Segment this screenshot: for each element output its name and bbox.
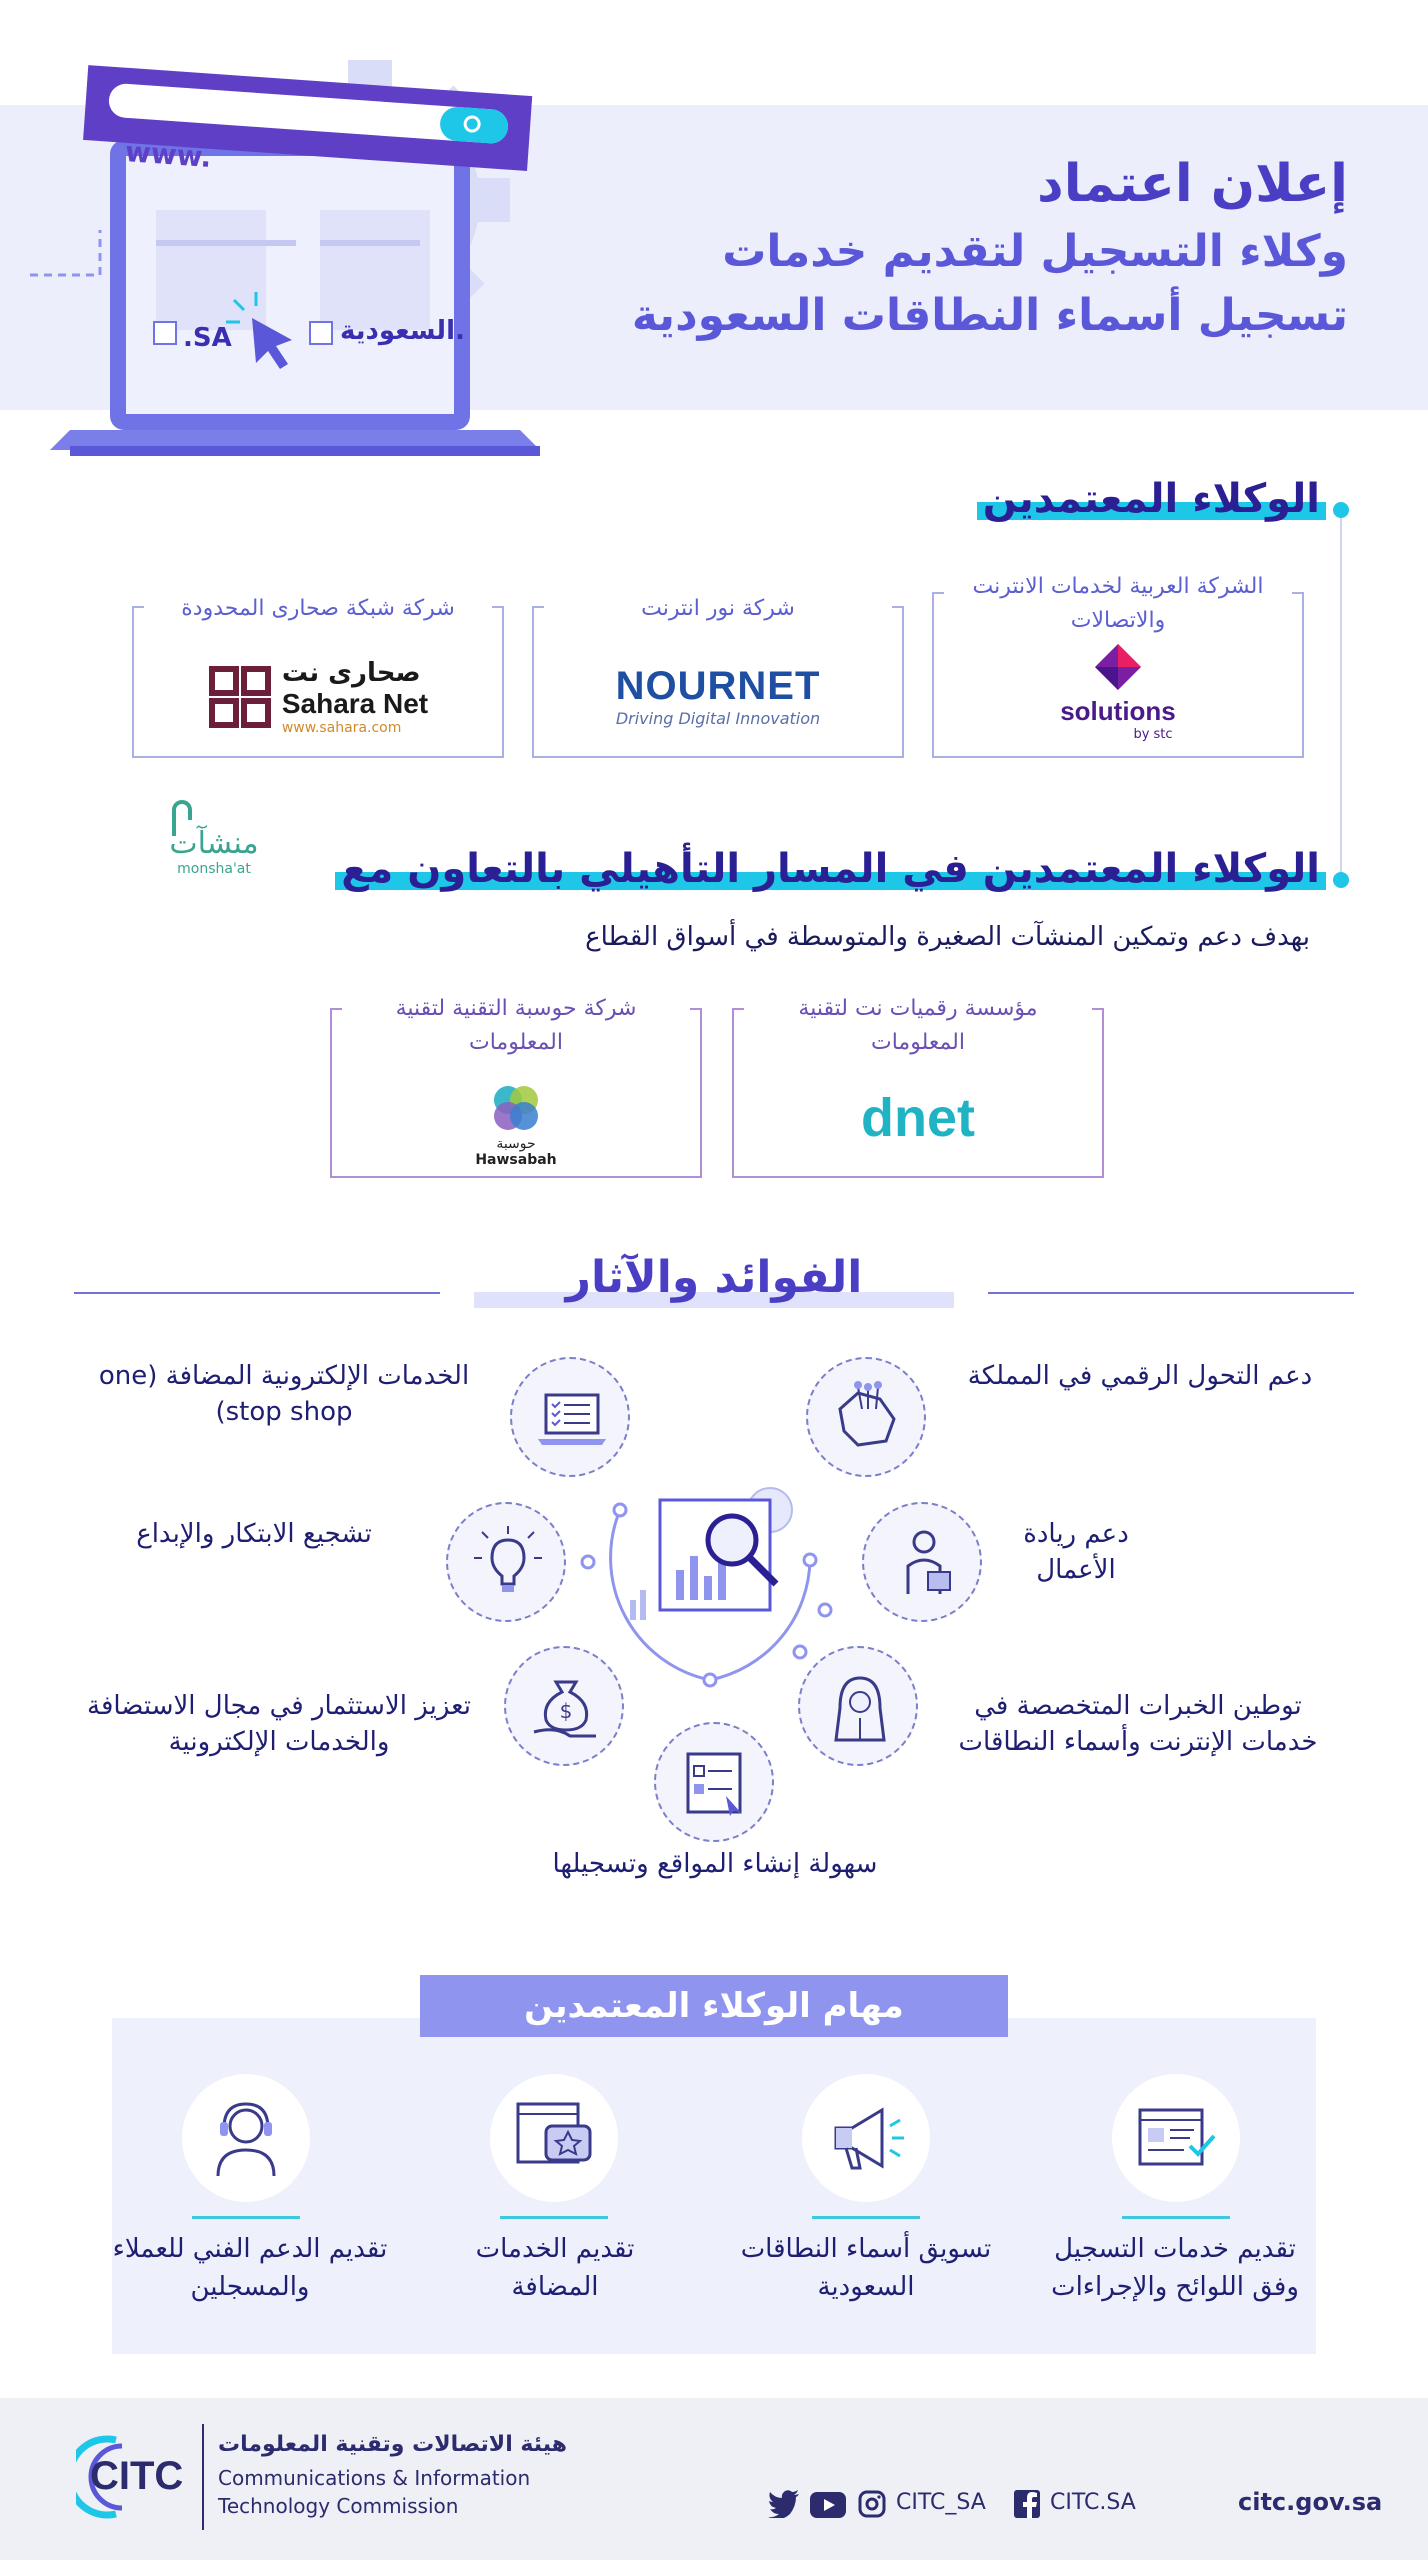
lightbulb-icon bbox=[468, 1524, 548, 1604]
facebook-icon[interactable] bbox=[1014, 2490, 1040, 2518]
partner-card-title: شركة نور انترنت bbox=[544, 592, 892, 626]
businessman-icon bbox=[884, 1524, 964, 1604]
domain-arabic-label: .السعودية bbox=[340, 316, 465, 346]
benefit-text-investment: تعزيز الاستثمار في مجال الاستضافة والخدمات الإلكترونية bbox=[87, 1691, 471, 1757]
timeline-dot-1 bbox=[1333, 502, 1349, 518]
laptop-domain-illustration bbox=[30, 60, 590, 460]
benefit-icon-investment bbox=[504, 1646, 624, 1766]
domain-sa-label: .SA bbox=[183, 323, 232, 353]
hawsabah-flower-icon bbox=[488, 1080, 544, 1136]
twitter-icon[interactable] bbox=[768, 2490, 800, 2518]
tasks-heading: مهام الوكلاء المعتمدين bbox=[420, 1975, 1008, 2037]
dnet-logo: dnet bbox=[861, 1088, 975, 1148]
benefit-text-entrepreneur: دعم ريادة الأعمال bbox=[1023, 1519, 1129, 1585]
partner-card-hawsabah bbox=[330, 996, 702, 1178]
sahara-pattern-icon bbox=[208, 665, 272, 729]
youtube-icon[interactable] bbox=[810, 2492, 846, 2518]
benefit-icon-eservices bbox=[510, 1357, 630, 1477]
saudi-map-circuit-icon bbox=[828, 1379, 908, 1459]
partner-card-dnet bbox=[732, 996, 1104, 1178]
partner-card-nournet bbox=[532, 596, 904, 758]
benefits-heading: الفوائد والآثار bbox=[474, 1252, 954, 1312]
timeline-line bbox=[1340, 512, 1342, 880]
footer-vertical-divider bbox=[202, 2424, 204, 2530]
money-bag-hand-icon bbox=[526, 1668, 606, 1748]
benefit-text-innovation: تشجيع الابتكار والإبداع bbox=[136, 1519, 372, 1549]
benefits-divider-left bbox=[74, 1292, 440, 1294]
task-icon-support bbox=[182, 2074, 310, 2202]
instagram-icon[interactable] bbox=[858, 2490, 886, 2518]
saudi-person-icon bbox=[820, 1668, 900, 1748]
task-text-added-services: تقديم الخدمات المضافة bbox=[475, 2234, 635, 2302]
task-icon-registration bbox=[1112, 2074, 1240, 2202]
social-handle[interactable]: CITC_SA bbox=[896, 2490, 986, 2515]
benefit-icon-localization bbox=[798, 1646, 918, 1766]
task-text-support: تقديم الدعم الفني للعملاء والمسجلين bbox=[112, 2234, 388, 2302]
benefits-divider-right bbox=[988, 1292, 1354, 1294]
hero-title-line3: تسجيل أسماء النطاقات السعودية bbox=[631, 290, 1348, 341]
megaphone-icon bbox=[824, 2096, 908, 2180]
benefit-icon-digital bbox=[806, 1357, 926, 1477]
accredited-heading: الوكلاء المعتمدين bbox=[983, 476, 1320, 522]
star-window-icon bbox=[512, 2096, 596, 2180]
analytics-magnifier-icon bbox=[620, 1480, 810, 1650]
svg-text:$: $ bbox=[559, 1699, 573, 1723]
hero-title-line1: إعلان اعتماد bbox=[1037, 154, 1348, 214]
citc-logo-text: CITC bbox=[90, 2454, 184, 2498]
hawsabah-logo: حوسبة Hawsabah bbox=[332, 1080, 700, 1168]
benefit-text-digital: دعم التحول الرقمي في المملكة bbox=[967, 1361, 1313, 1391]
sahara-logo: صحارى نت Sahara Net www.sahara.com bbox=[134, 658, 502, 736]
support-agent-icon bbox=[204, 2096, 288, 2180]
partner-card-title: شركة حوسبة التقنية لتقنية المعلومات bbox=[342, 992, 690, 1060]
task-divider bbox=[192, 2216, 300, 2219]
browser-url-text: www. bbox=[123, 135, 213, 174]
org-name-en-1: Communications & Information bbox=[218, 2466, 531, 2490]
benefit-text-eservices: الخدمات الإلكترونية المضافة (one stop shop) bbox=[98, 1361, 470, 1427]
registration-form-icon bbox=[1134, 2096, 1218, 2180]
task-icon-added-services bbox=[490, 2074, 618, 2202]
laptop-checklist-icon bbox=[532, 1379, 612, 1459]
benefit-text-websites: سهولة إنشاء المواقع وتسجيلها bbox=[552, 1849, 878, 1879]
timeline-dot-2 bbox=[1333, 872, 1349, 888]
website-link[interactable]: citc.gov.sa bbox=[1238, 2488, 1383, 2516]
org-name-en-2: Technology Commission bbox=[218, 2494, 459, 2518]
task-divider bbox=[500, 2216, 608, 2219]
footer bbox=[0, 2398, 1428, 2560]
web-form-icon bbox=[676, 1744, 756, 1824]
hero-title-line2: وكلاء التسجيل لتقديم خدمات bbox=[722, 226, 1348, 277]
partner-card-solutions bbox=[932, 574, 1304, 758]
solutions-logo: solutions by stc bbox=[934, 642, 1302, 742]
benefit-icon-entrepreneur bbox=[862, 1502, 982, 1622]
monshaat-logo: منشآت monsha'at bbox=[168, 800, 260, 877]
facebook-handle[interactable]: CITC.SA bbox=[1050, 2490, 1136, 2515]
task-divider bbox=[812, 2216, 920, 2219]
hero-title bbox=[628, 148, 1348, 348]
partner-card-title: الشركة العربية لخدمات الانترنت والاتصالات bbox=[944, 570, 1292, 638]
task-text-marketing: تسويق أسماء النطاقات السعودية bbox=[740, 2234, 992, 2302]
citc-logo bbox=[76, 2432, 186, 2522]
diamond-logo-icon bbox=[1093, 642, 1143, 692]
partner-card-sahara bbox=[132, 596, 504, 758]
task-text-registration: تقديم خدمات التسجيل وفق اللوائح والإجراءات bbox=[1051, 2234, 1299, 2302]
benefit-icon-websites bbox=[654, 1722, 774, 1842]
partner-card-title: شركة شبكة صحارى المحدودة bbox=[144, 592, 492, 626]
qualifying-subtitle: بهدف دعم وتمكين المنشآت الصغيرة والمتوسطة في أسواق القطاع bbox=[585, 922, 1310, 952]
qualifying-heading: الوكلاء المعتمدين في المسار التأهيلي بالتعاون مع bbox=[341, 846, 1320, 892]
benefit-text-localization: توطين الخبرات المتخصصة في خدمات الإنترنت وأسماء النطاقات bbox=[958, 1691, 1318, 1757]
task-divider bbox=[1122, 2216, 1230, 2219]
benefit-icon-innovation bbox=[446, 1502, 566, 1622]
org-name-ar: هيئة الاتصالات وتقنية المعلومات bbox=[218, 2432, 567, 2457]
partner-card-title: مؤسسة رقميات نت لتقنية المعلومات bbox=[744, 992, 1092, 1060]
nournet-logo: NOURNET Driving Digital Innovation bbox=[615, 664, 821, 728]
task-icon-marketing bbox=[802, 2074, 930, 2202]
